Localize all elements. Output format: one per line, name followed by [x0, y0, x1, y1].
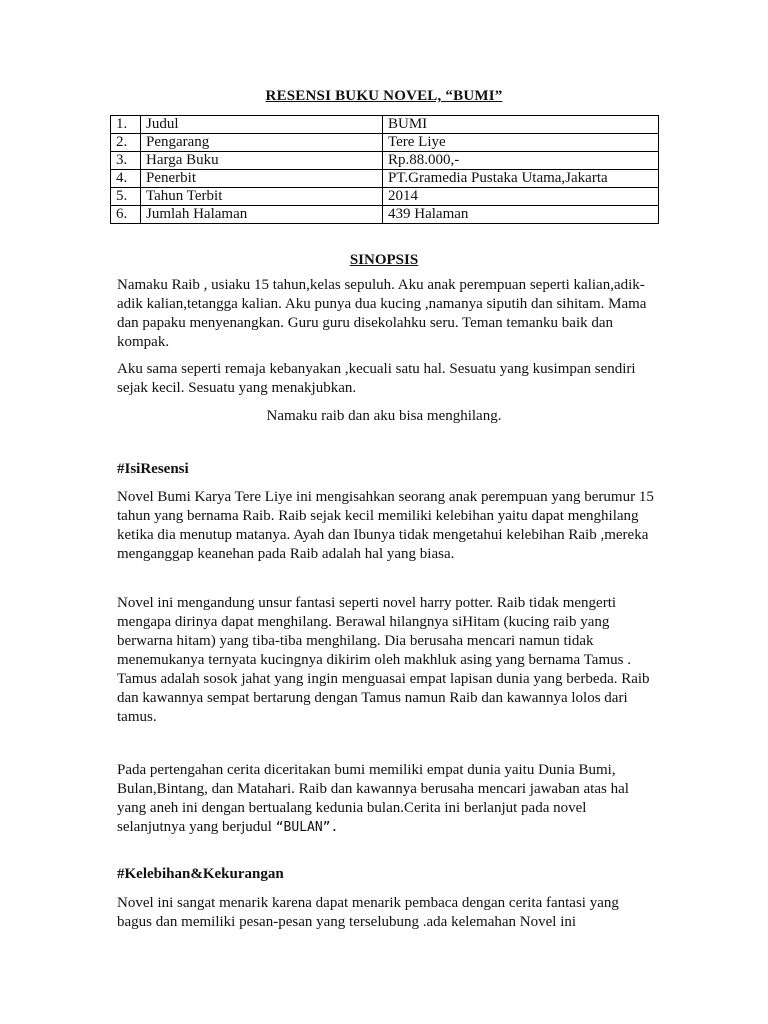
row-value: BUMI [383, 116, 659, 134]
row-value: Rp.88.000,- [383, 152, 659, 170]
row-value: 439 Halaman [383, 206, 659, 224]
document-title: RESENSI BUKU NOVEL, “BUMI” [265, 88, 503, 104]
sequel-title: “BULAN”. [275, 820, 339, 835]
table-row [111, 116, 659, 134]
table-row [111, 170, 659, 188]
isi-resensi-heading: #IsiResensi [117, 461, 189, 477]
row-value: 2014 [383, 188, 659, 206]
kelebihan-heading: #Kelebihan&Kekurangan [117, 866, 284, 882]
row-number: 1. [111, 116, 141, 134]
isi-paragraph-3 [117, 761, 657, 837]
row-label: Jumlah Halaman [141, 206, 383, 224]
table-row [111, 152, 659, 170]
table-row [111, 206, 659, 224]
isi-paragraph-2: Novel ini mengandung unsur fantasi seperti novel harry potter. Raib tidak mengerti mengapa dirinya dapat menghilang. Berawal hilangnya siHitam (kucing raib yang berwarna hitam) yang tiba-tiba menghilang. Dia berusaha mencari namun tidak menemukanya ternyata kucingnya dikirim oleh makhluk asing yang bernama Tamus . Tamus adalah sosok jahat yang ingin menguasai empat lapisan dunia yang berbeda. Raib dan kawannya sempat bertarung dengan Tamus namun Raib dan kawannya lolos dari tamus. [117, 595, 650, 725]
table-row [111, 188, 659, 206]
row-number: 2. [111, 134, 141, 152]
isi-paragraph-3-text: Pada pertengahan cerita diceritakan bumi memiliki empat dunia yaitu Dunia Bumi, Bulan,Bintang, dan Matahari. Raib dan kawannya berusaha mencari jawaban atas hal yang aneh ini dengan bertualang kedunia bulan.Cerita ini berlanjut pada novel selanjutnya yang berjudul [117, 762, 629, 835]
synopsis-heading: SINOPSIS [349, 252, 419, 268]
row-label: Penerbit [141, 170, 383, 188]
isi-paragraph-1: Novel Bumi Karya Tere Liye ini mengisahkan seorang anak perempuan yang berumur 15 tahun yang bernama Raib. Raib sejak kecil memiliki kelebihan yaitu dapat menghilang ketika dia menutup matanya. Ayah dan Ibunya tidak mengetahui kelebihan Raib ,mereka menganggap keanehan pada Raib adalah hal yang biasa. [117, 489, 654, 562]
synopsis-paragraph-1: Namaku Raib , usiaku 15 tahun,kelas sepuluh. Aku anak perempuan seperti kalian,adik-adik kalian,tetangga kalian. Aku punya dua kucing ,namanya siputih dan sihitam. Mama dan papaku menyenangkan. Guru guru disekolahku seru. Teman temanku baik dan kompak. [117, 277, 647, 350]
synopsis-tagline: Namaku raib dan aku bisa menghilang. [266, 408, 502, 424]
row-number: 4. [111, 170, 141, 188]
row-number: 6. [111, 206, 141, 224]
book-info-table [110, 115, 659, 224]
row-label: Tahun Terbit [141, 188, 383, 206]
row-label: Pengarang [141, 134, 383, 152]
row-number: 5. [111, 188, 141, 206]
row-value: Tere Liye [383, 134, 659, 152]
table-row [111, 134, 659, 152]
synopsis-paragraph-2: Aku sama seperti remaja kebanyakan ,kecuali satu hal. Sesuatu yang kusimpan sendiri sejak kecil. Sesuatu yang menakjubkan. [117, 361, 636, 396]
row-number: 3. [111, 152, 141, 170]
row-label: Harga Buku [141, 152, 383, 170]
kelebihan-paragraph-1: Novel ini sangat menarik karena dapat menarik pembaca dengan cerita fantasi yang bagus dan memiliki pesan-pesan yang terselubung .ada kelemahan Novel ini [117, 895, 619, 930]
row-value: PT.Gramedia Pustaka Utama,Jakarta [383, 170, 659, 188]
row-label: Judul [141, 116, 383, 134]
